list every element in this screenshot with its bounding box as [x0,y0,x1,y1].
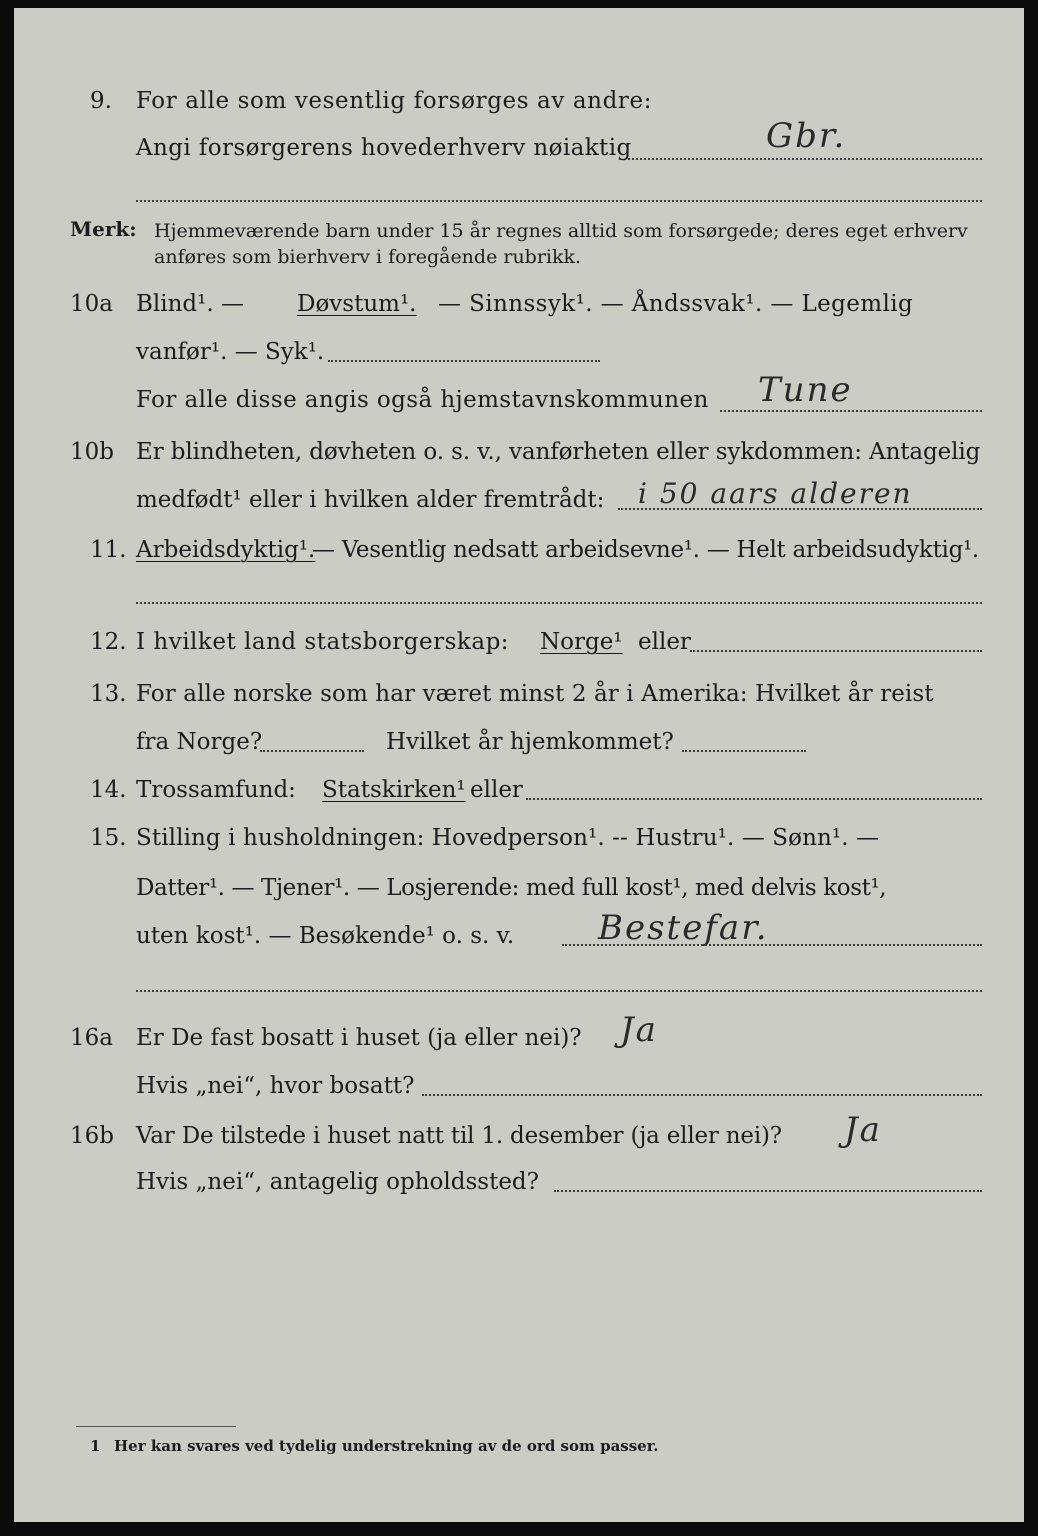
q13-reist-line [260,750,364,752]
q10a-syk-line [328,360,600,362]
q10a-line1-rest: — Sinnssyk¹. — Åndssvak¹. — Legemlig [438,291,914,317]
q10b-handwritten-answer: i 50 aars alderen [638,477,913,510]
merk-label: Merk: [70,217,137,241]
q12-eller: eller [638,629,691,655]
q16b-line2: Hvis „nei“, antagelig opholdssted? [136,1169,539,1195]
footnote-mark: 1 [90,1437,101,1455]
merk-line1: Hjemmeværende barn under 15 år regnes alltid som forsørgede; deres eget erhverv [154,220,968,242]
item-number-12: 12. [90,629,127,655]
q9-handwritten-answer: Gbr. [766,116,847,156]
q10a-line3: For alle disse angis også hjemstavnskommunen [136,387,709,413]
q12-text: I hvilket land statsborgerskap: [136,629,510,655]
item-number-16b: 16b [70,1123,114,1149]
q13-line2b: Hvilket år hjemkommet? [386,729,674,755]
q9-line2: Angi forsørgerens hovederhverv nøiaktig [136,135,632,161]
census-form-page [14,8,1024,1522]
q9-extra-line [136,200,982,202]
q10a-dovstum-underlined: Døvstum¹. [297,291,417,317]
q16a-handwritten-answer: Ja [620,1010,658,1050]
q11-extra-line [136,602,982,604]
q12-norge-underlined: Norge¹ [540,629,623,655]
q16b-opholdssted-line [554,1190,982,1192]
q11-arbeidsdyktig-underlined: Arbeidsdyktig¹. [136,537,316,563]
item-number-16a: 16a [70,1025,113,1051]
q16b-handwritten-answer: Ja [844,1110,882,1150]
q10a-answer-line [720,410,982,412]
q15-handwritten-answer: Bestefar. [598,908,769,948]
q16b-line1: Var De tilstede i huset natt til 1. desember (ja eller nei)? [136,1123,782,1149]
item-number-10b: 10b [70,439,114,465]
item-number-10a: 10a [70,291,113,317]
item-number-15: 15. [90,825,127,851]
q16a-line2: Hvis „nei“, hvor bosatt? [136,1073,415,1099]
q12-answer-line [690,650,982,652]
q9-answer-line [628,158,982,160]
footnote-rule [76,1426,236,1427]
merk-line2: anføres som bierhverv i foregående rubrikk. [154,246,582,268]
q15-line2: Datter¹. — Tjener¹. — Losjerende: med full kost¹, med delvis kost¹, [136,875,887,901]
item-number-13: 13. [90,681,127,707]
q14-eller: eller [470,777,523,803]
q9-line1: For alle som vesentlig forsørges av andre: [136,88,653,114]
q14-text: Trossamfund: [136,777,296,803]
q10b-line2: medfødt¹ eller i hvilken alder fremtrådt: [136,487,605,513]
item-number-11: 11. [90,537,127,563]
q13-line1: For alle norske som har været minst 2 år i Amerika: Hvilket år reist [136,681,934,707]
item-number-14: 14. [90,777,127,803]
footnote-text: Her kan svares ved tydelig understrekning av de ord som passer. [114,1437,659,1455]
q13-hjemkommet-line [682,750,806,752]
q13-line2a: fra Norge? [136,729,263,755]
q15-extra-line [136,990,982,992]
q14-answer-line [526,798,982,800]
q15-line3: uten kost¹. — Besøkende¹ o. s. v. [136,923,515,949]
q15-line1: Stilling i husholdningen: Hovedperson¹. -- Hustru¹. — Sønn¹. — [136,825,880,851]
q10a-handwritten-answer: Tune [758,370,853,410]
q10b-line1: Er blindheten, døvheten o. s. v., vanførheten eller sykdommen: Antagelig [136,439,981,465]
q16a-bosatt-line [422,1094,982,1096]
item-number-9: 9. [90,88,112,114]
q10a-blind: Blind¹. — [136,291,244,317]
q14-statskirken-underlined: Statskirken¹ [322,777,466,803]
q10a-line2: vanfør¹. — Syk¹. [136,339,325,365]
q11-rest: — Vesentlig nedsatt arbeidsevne¹. — Helt arbeidsudyktig¹. [312,537,979,563]
q16a-line1: Er De fast bosatt i huset (ja eller nei)? [136,1025,582,1051]
